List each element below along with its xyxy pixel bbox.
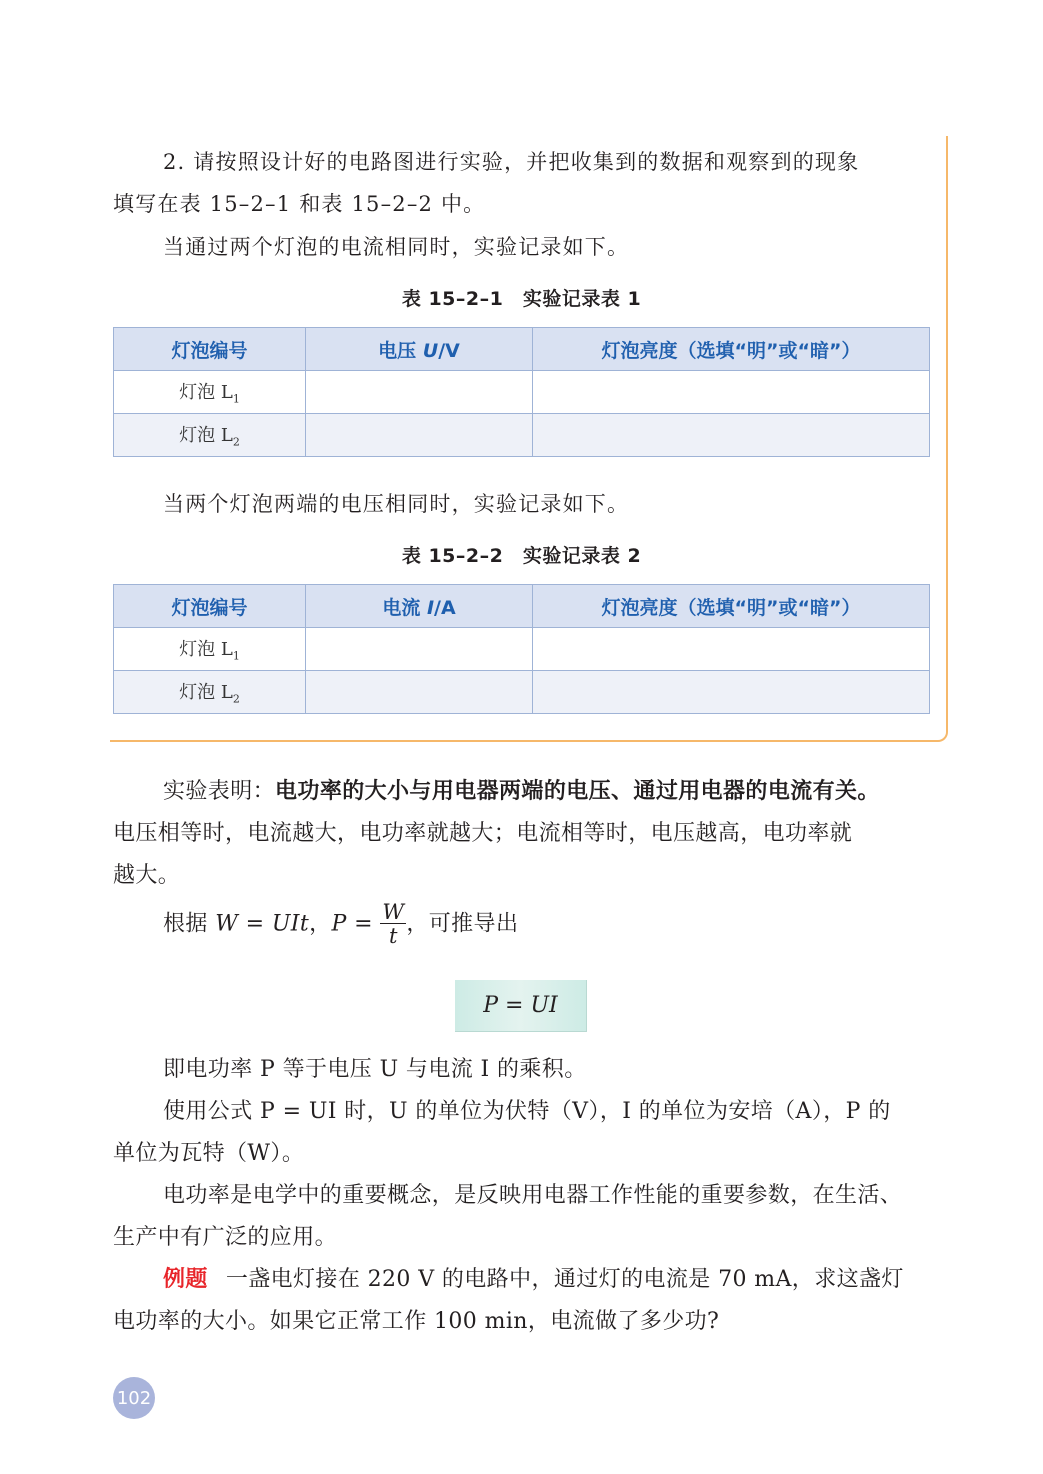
derivation-line [163, 902, 518, 947]
same-voltage-intro: 当两个灯泡两端的电压相同时，实验记录如下。 [163, 492, 630, 516]
step2-line1: 2. 请按照设计好的电路图进行实验，并把收集到的数据和观察到的现象 [163, 150, 860, 174]
header-text: 电流 [382, 596, 427, 619]
bulb-label: 灯泡 L [179, 382, 233, 404]
header-text: 电压 [378, 339, 423, 362]
table-cell-empty[interactable] [306, 371, 533, 414]
table1-caption: 表 15–2–1 实验记录表 1 [401, 288, 642, 310]
example-line2: 电功率的大小。如果它正常工作 100 min，电流做了多少功? [113, 1309, 720, 1334]
derivation-prefix: 根据 [163, 911, 216, 937]
explain-line5: 生产中有广泛的应用。 [113, 1225, 338, 1250]
fraction-denominator: t [388, 924, 398, 948]
derivation-sep: ， [309, 911, 332, 937]
bulb-label: 灯泡 L [179, 639, 233, 661]
same-current-intro: 当通过两个灯泡的电流相同时，实验记录如下。 [163, 235, 630, 259]
example-label: 例题 [163, 1266, 208, 1292]
bulb-subscript: 2 [232, 435, 240, 449]
conclusion-line1 [163, 774, 880, 805]
table1-header-voltage [306, 328, 533, 371]
table-cell-empty[interactable] [533, 414, 930, 457]
example-text: 一盏电灯接在 220 V 的电路中，通过灯的电流是 70 mA，求这盏灯 [225, 1267, 904, 1292]
table-row [114, 414, 930, 457]
eq2-symbol: P [331, 911, 347, 937]
table2 [113, 584, 930, 714]
page-number-badge: 102 [113, 1377, 155, 1419]
explain-line4: 电功率是电学中的重要概念，是反映用电器工作性能的重要参数，在生活、 [163, 1183, 903, 1208]
table1-header-row [114, 328, 930, 371]
table-cell-bulb [114, 371, 306, 414]
table-cell-bulb [114, 628, 306, 671]
table-cell-empty[interactable] [533, 671, 930, 714]
bulb-label: 灯泡 L [179, 682, 233, 704]
eq1-rest: = UIt [238, 911, 310, 937]
formula-box: P = UI [455, 980, 587, 1032]
table2-header-row [114, 585, 930, 628]
table-cell-bulb [114, 671, 306, 714]
table1-header-brightness: 灯泡亮度（选填“明”或“暗”） [533, 328, 930, 371]
header-unit: /A [434, 596, 456, 619]
fraction [380, 902, 406, 947]
conclusion-prefix: 实验表明： [163, 779, 276, 804]
conclusion-line3: 越大。 [113, 863, 181, 888]
table-cell-empty[interactable] [533, 371, 930, 414]
bulb-label: 灯泡 L [179, 425, 233, 447]
fraction-numerator: W [382, 900, 405, 924]
table2-header-bulb-id: 灯泡编号 [114, 585, 306, 628]
example-line1 [163, 1262, 904, 1293]
table-cell-empty[interactable] [306, 671, 533, 714]
header-symbol: U [422, 339, 439, 362]
table-row [114, 371, 930, 414]
header-symbol: I [426, 596, 435, 619]
conclusion-line2: 电压相等时，电流越大，电功率就越大；电流相等时，电压越高，电功率就 [113, 821, 853, 846]
conclusion-bold: 电功率的大小与用电器两端的电压、通过用电器的电流有关。 [275, 778, 880, 804]
table-cell-empty[interactable] [306, 414, 533, 457]
table2-caption: 表 15–2–2 实验记录表 2 [401, 545, 642, 567]
bulb-subscript: 1 [232, 649, 240, 663]
eq1-symbol: W [215, 911, 239, 937]
bulb-subscript: 1 [232, 392, 240, 406]
bulb-subscript: 2 [232, 692, 240, 706]
table-cell-empty[interactable] [306, 628, 533, 671]
explain-line3: 单位为瓦特（W）。 [113, 1141, 305, 1166]
explain-line2: 使用公式 P = UI 时，U 的单位为伏特（V），I 的单位为安培（A），P 的 [163, 1099, 891, 1124]
derivation-suffix: ，可推导出 [406, 911, 519, 937]
table1-header-bulb-id: 灯泡编号 [114, 328, 306, 371]
table-row [114, 671, 930, 714]
table-cell-empty[interactable] [533, 628, 930, 671]
table-row [114, 628, 930, 671]
explain-line1: 即电功率 P 等于电压 U 与电流 I 的乘积。 [163, 1057, 587, 1082]
table1 [113, 327, 930, 457]
table-cell-bulb [114, 414, 306, 457]
step2-line2: 填写在表 15–2–1 和表 15–2–2 中。 [113, 192, 486, 216]
table2-header-brightness: 灯泡亮度（选填“明”或“暗”） [533, 585, 930, 628]
eq2-equals: = [346, 911, 381, 937]
header-unit: /V [438, 339, 460, 362]
table2-header-current [306, 585, 533, 628]
